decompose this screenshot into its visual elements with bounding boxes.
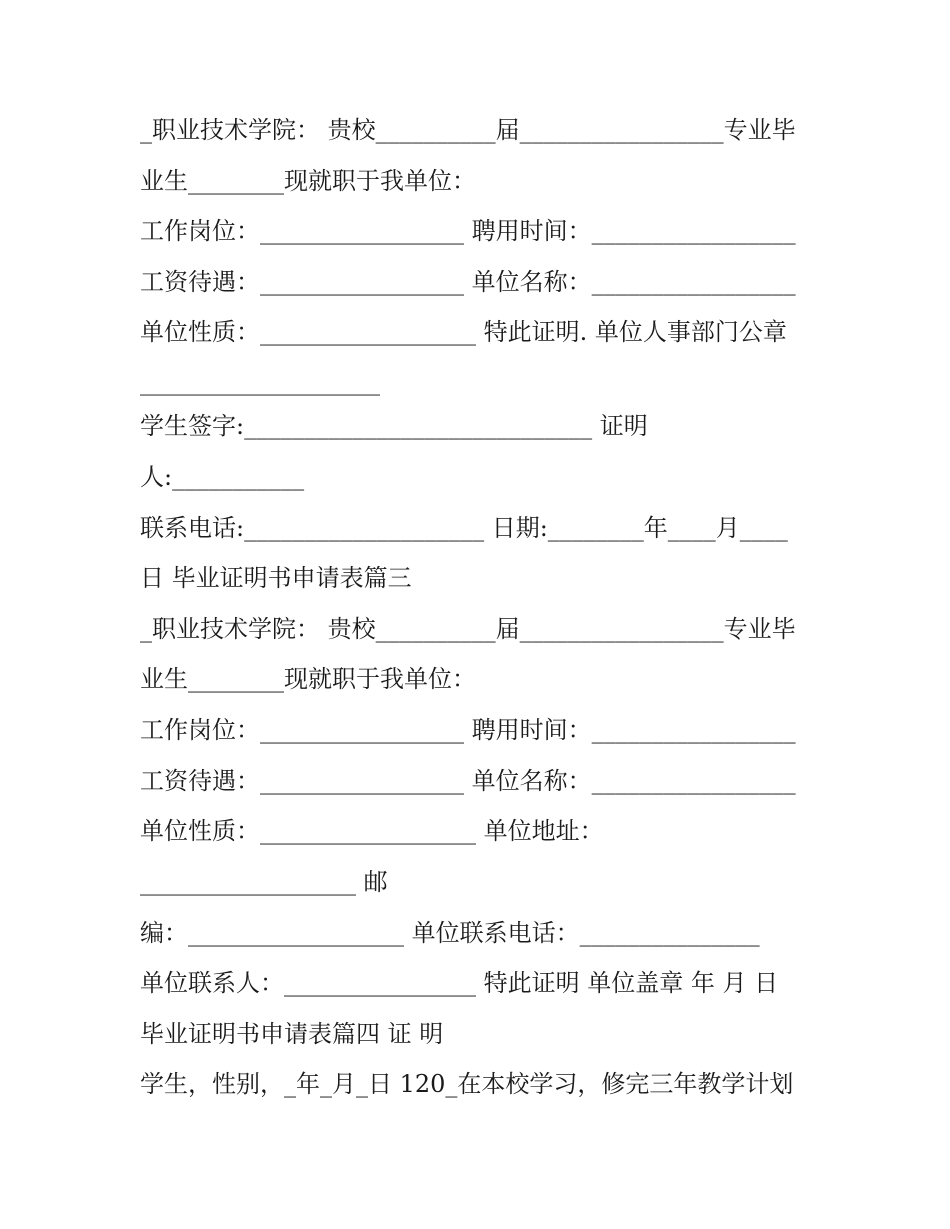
text-line: 人:___________ xyxy=(140,463,305,491)
text-line: 单位联系人：________________ 特此证明 单位盖章 年 月 日 xyxy=(140,969,779,997)
text-line: 业生________现就职于我单位： xyxy=(140,167,476,195)
text-line: 工资待遇：_________________ 单位名称：_________________ xyxy=(140,767,796,795)
text-line: 编：__________________ 单位联系电话：_______________ xyxy=(140,919,760,947)
text-line: 工作岗位：_________________ 聘用时间：_________________ xyxy=(140,716,796,744)
text-line: 学生签字:_____________________________ 证明 xyxy=(140,412,648,440)
text-line: __________________ 邮 xyxy=(140,868,388,896)
text-line: 联系电话:____________________ 日期:________年____月____ xyxy=(140,514,788,542)
text-line: 学生，性别，_年_月_日 120_在本校学习，修完三年教学计划 xyxy=(140,1070,794,1098)
text-line: _职业技术学院： 贵校__________届_________________专业毕 xyxy=(140,116,796,144)
text-line: _职业技术学院： 贵校__________届_________________专业毕 xyxy=(140,615,796,643)
text-line: ____________________ xyxy=(140,368,380,396)
text-line: 单位性质：__________________ 特此证明. 单位人事部门公章 xyxy=(140,318,787,346)
text-line: 日 毕业证明书申请表篇三 xyxy=(140,564,412,592)
text-line: 单位性质：__________________ 单位地址： xyxy=(140,817,604,845)
text-line: 工资待遇：_________________ 单位名称：_________________ xyxy=(140,268,796,296)
text-line: 业生________现就职于我单位： xyxy=(140,665,476,693)
text-line: 毕业证明书申请表篇四 证 明 xyxy=(140,1020,444,1048)
text-line: 工作岗位：_________________ 聘用时间：_________________ xyxy=(140,217,796,245)
